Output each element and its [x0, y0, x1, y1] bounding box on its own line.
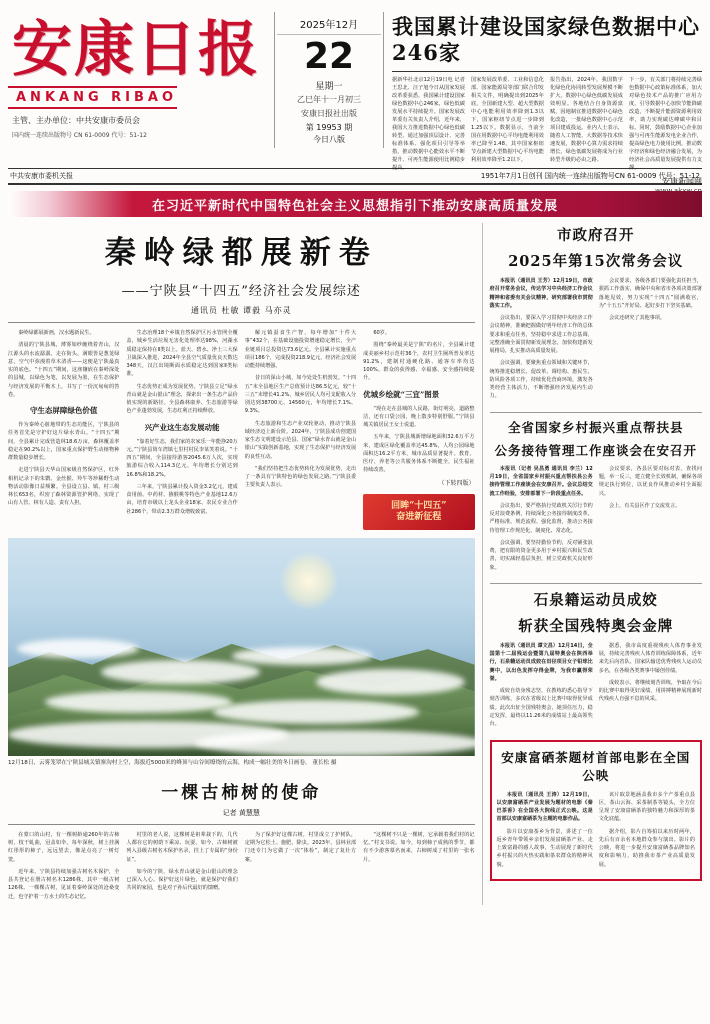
paragraph: 60岁。: [373, 330, 390, 336]
date-ymd: 2025年12月: [277, 16, 381, 35]
right-article4-box: [490, 740, 703, 881]
article-column: [599, 465, 702, 576]
right-article3-title-line2: 斩获全国残特奥会金牌: [518, 617, 674, 635]
org-meta: 1951年7月1日创刊 国内统一连续出版物号CN 61-0009 代号：51-12: [480, 172, 700, 180]
paragraph: 清晨的宁陕县城，薄雾如纱缠绕着青山，汉江源头的水流潺潺。走在街头，满眼皆是葱茏绿意，空气中弥漫着草木清香——这便是宁陕最真实的底色。“十四五”期间，这座镶嵌在秦岭深处的县城，以绿色为笔，以发展为墨，在生态保护与经济发展的平衡木上，书写了一份沉甸甸的答卷。: [8, 342, 120, 398]
campaign-stamp-line2: 奋进新征程: [396, 512, 442, 523]
divider: [8, 824, 475, 825]
cloud: [17, 639, 138, 659]
article-column: [363, 329, 474, 530]
date-weekday: 星期一: [315, 81, 343, 92]
mountain-cloudscape-photo: [8, 538, 475, 756]
sun-glow: [279, 551, 339, 611]
paragraph: 五年来，宁陕县城新增绿地面积32.6万平方米，建成区绿化覆盖率达45.8%，人均公园绿地面积达16.2平方米，城市品质显著提升。教育、医疗、养老等公共服务体系不断健全，民生福祉持续改善。: [363, 434, 475, 474]
right-article3-columns: [490, 642, 703, 733]
right-article4-title: 安康富硒茶题材首部电影在全国公映: [501, 750, 691, 784]
photo-block: [8, 538, 475, 767]
lead-headline: 我国累计建设国家绿色数据中心246家: [392, 14, 700, 66]
license-line: 国内统一连续出版物号 CN 61-0009 代号：51-12: [12, 132, 147, 139]
divider: [8, 322, 475, 323]
paragraph: 会议指出，要深入学习贯彻中央经济工作会议精神，准确把握做好明年经济工作的总体要求和重点任务，坚持稳中求进工作总基调，完整准确全面贯彻新发展理念，加快构建新发展格局，扎实推动高质量发展。: [489, 315, 593, 355]
paragraph: 据悉，我市高度重视残疾人体育事业发展，持续完善残疾人体育训练保障体系，近年来先后向省队、国家队输送优秀残疾人运动员多名，在各级各类赛事中屡创佳绩。: [598, 642, 702, 674]
paragraph: 会议强调，要聚焦重点领域和关键环节，统筹推进稳增长、促改革、调结构、惠民生、防风险各项工作，持续优化营商环境，激发各类经营主体活力，不断增强经济发展内生动力。: [489, 360, 593, 400]
left-zone: [8, 223, 475, 905]
newspaper-logo: 安康日报: [12, 15, 260, 85]
date-lunar: 乙巳年十一月初三: [297, 94, 361, 104]
right-article1-title-line1: 市政府召开: [557, 227, 635, 244]
lead-story-column: 报告指出，2024年，我国数字化绿色化协同转型发展规模不断扩大，数据中心绿色低碳发展成效明显。各地结合自身资源禀赋，因地制宜推进数据中心绿色化改造，一批绿色数据中心示范项目建成投运。业内人士表示，随着人工智能、大数据等技术快速发展，数据中心算力需求持续增长，绿色低碳发展将成为行业转型升级的必由之路。: [550, 76, 623, 164]
article-column: [363, 831, 474, 905]
cloud: [45, 691, 232, 713]
paragraph: “靠着好生态，我们家的农家乐一年能挣20万元。”宁陕县筒车湾镇七里村村民李某笑着说。“十四五”期间，全县接待游客2045.6万人次，实现旅游综合收入114.3亿元，年均增长分别达到16.8%和18.2%。: [126, 438, 238, 478]
sponsor-line: 主管、主办单位：中共安康市委员会: [12, 116, 140, 125]
main-article-title: 秦岭绿都展新卷: [104, 235, 378, 271]
paragraph: 成姣表示，将继续刻苦训练，争取在今后的比赛中取得更好成绩，用拼搏精神展现新时代残疾人自强不息的风采。: [598, 679, 702, 703]
paragraph-lead: 本报讯（通讯员 王芳）12月19日，市政府召开常务会议，传达学习中央经济工作会议精神和省委有关会议精神，研究部署我市贯彻落实工作。: [489, 278, 593, 309]
date-day: 22: [303, 36, 355, 77]
paragraph: 走进宁陕县天华山国家级自然保护区，红外相机记录下的朱鹮、金丝猴、羚牛等珍稀野生动物活动影像日益频繁。全县设立县、镇、村三级林长653名，织密了森林资源管护网络，实现了山有人管、林有人造、责有人担。: [8, 467, 120, 507]
right-zone: [490, 223, 703, 905]
paragraph: 会议要求，各县区要对标对表，查找问题，举一反三，建立健全长效机制，确保各项规定执行到位，以优良作风推动乡村全面振兴。: [598, 465, 702, 497]
paragraph: 生态治理18个乡镇自然保护区污水管网全覆盖，城乡生活垃圾无害化处理率达98%，河湖水质稳定保持在Ⅱ类以上。蓝天、碧水、净土三大保卫战深入推进，2024年全县空气质量优良天数达348天，汉江出境断面水质稳定达到国家Ⅱ类标准。: [126, 330, 238, 378]
right-article2-columns: [490, 465, 703, 576]
paragraph: 会上，有关县区作了交流发言。: [608, 502, 681, 509]
article-column: [8, 329, 119, 530]
paragraph: 会议还研究了其他事项。: [608, 315, 665, 322]
paragraph-lead: 本报讯（通讯员 谭文昌）12月14日，全国第十二届残运会暨第九届特奥会在陕西举行，石泉籍运动员成姣在田径项目女子铅球比赛中，以出色发挥夺得金牌，为我市赢得荣誉。: [489, 642, 593, 682]
right-article1-title-line2: 2025年第15次常务会议: [508, 253, 684, 271]
page-count: 今日八版: [313, 134, 345, 144]
newspaper-logo-pinyin: ANKANG RIBAO: [8, 86, 177, 109]
org-label: 中共安康市委机关报: [10, 172, 73, 180]
right-article1-columns: [490, 277, 703, 405]
article-column: [490, 642, 593, 733]
paragraph: 为了保护好这棵古树，村里成立了护树队，定期为它松土、施肥、除虫。2023年，县林业部门还专门为它做了一次“体检”，制定了复壮方案。: [244, 831, 357, 863]
article2-columns: [8, 831, 475, 905]
photo-credit: 董长松 摄: [312, 760, 337, 767]
section-heading: 守生态屏障绿色价值: [29, 406, 98, 415]
article-column: [497, 791, 593, 873]
main-article-byline: 通讯员 杜敏 谭毅 马亦灵: [190, 306, 292, 315]
right-article2-title-line1: 全省国家乡村振兴重点帮扶县: [507, 419, 684, 435]
paragraph: 影片以安康茶乡为背景，讲述了一位返乡青年带领乡亲们发展富硒茶产业、走上致富路的感人故事，生动展现了新时代乡村振兴的火热实践和茶农群众的精神风貌。: [496, 828, 593, 868]
paragraph: 村里的老人说，这棵树是祖辈栽下的，几代人都在它的树荫下乘凉、玩耍。如今，古柿树被列入县级古树名木保护名录，挂上了专属的“身份证”。: [126, 831, 238, 863]
photo-caption: [8, 759, 475, 767]
article-column: [490, 277, 593, 405]
paragraph: 会议要求，各级各部门要强化责任担当，狠抓工作落实，确保中央和省市各项决策部署落地见效，努力实现“十四五”圆满收官，为“十五五”开好局、起好步打下坚实基础。: [598, 278, 702, 309]
article-column: [599, 642, 702, 733]
article2-title: 一棵古柿树的使命: [161, 782, 322, 803]
paragraph: “现在走在县城的人民路，街灯明亮，道路整洁，还有口袋公园，晚上散步特别舒服。”宁陕县城关镇居民王女士说道。: [363, 405, 475, 429]
campaign-stamp: [363, 494, 474, 530]
article-column: [490, 465, 593, 576]
paragraph: 围绕“秦岭最美是宁陕”的名片，全县累计建成美丽乡村示范村36个，农村卫生厕所普及率达91.2%，建制村通硬化路、通客车率均达100%。群众的获得感、幸福感、安全感持续提升。: [363, 342, 475, 382]
issue-number: 第 19953 期: [305, 122, 353, 132]
paragraph: 据介绍，影片自筹拍以来历时两年，先后有百余名本地群众参与演出。影片的公映，将进一步提升安康富硒茶品牌知名度和影响力，助推我市茶产业高质量发展。: [598, 828, 695, 868]
photo-caption-text: 12月18日，云雾笼罩在宁陕县城关镇寨沟村上空，海拔近5000米的峰顶与山谷间缭绕的云海，构成一幅壮美的冬日画卷。: [8, 760, 311, 767]
continuation-note: （下转四版）: [438, 479, 475, 487]
paragraph: 成姣自幼身残志坚，在教练的悉心指导下刻苦训练，多次在省级以上比赛中取得优异成绩。此次出征全国残特奥会，她顶住压力，稳定发挥，最终以11.26米的成绩站上最高领奖台。: [489, 688, 593, 728]
divider: [490, 583, 703, 584]
article2-byline: 记者 黄慧慧: [222, 808, 260, 817]
article-column: [245, 329, 356, 530]
paragraph: 会议指出，要严格执行党政机关厉行节约反对浪费条例，持续深化公务接待制度改革，严格标准、规范流程、强化监督，推动公务接待管理工作规范化、制度化、常态化。: [489, 502, 593, 534]
article-column: [8, 831, 119, 905]
column-divider: [482, 223, 483, 905]
theme-banner: [8, 191, 702, 217]
right-article3-title-line1: 石泉籍运动员成姣: [533, 591, 658, 609]
section-heading: 优城乡绘就“三宜”图景: [363, 389, 440, 399]
paragraph: 在蒙口的山村，有一棵树龄逾260年的古柿树，枝干虬曲，冠盖如伞。每年深秋，树上挂满红彤彤的柿子，远远望去，像是点亮了一树灯笼。: [8, 831, 120, 863]
article-column: [599, 791, 695, 873]
paragraph-lead: 本报讯（通讯员 王涛）12月19日，以安康富硒茶产业发展为题材的电影《秦巴茶香》在全国各大院线正式公映。这是首部以安康富硒茶为主题的电影作品。: [496, 791, 593, 823]
divider: [392, 71, 702, 72]
paragraph: 作为秦岭心脏地带的生态功能区，宁陕县的任务首先是守护好这片绿水青山。“十四五”期间，全县累计完成营造林18.6万亩，森林覆盖率稳定在90.2%以上，国家重点保护野生动植物种群数量稳步增长。: [8, 422, 120, 462]
theme-banner-text: 在习近平新时代中国特色社会主义思想指引下推动安康高质量发展: [151, 198, 558, 214]
paragraph: 昔日的深山小城，如今处处生机勃发。“十四五”末全县地区生产总值预计达86.5亿元，较“十三五”末增长41.2%，城乡居民人均可支配收入分别达到38700元、14560元，年均增长7.1%、9.3%。: [244, 375, 357, 415]
paragraph: 近年来，宁陕县持续加强古树名木保护，全县共登记在册古树名木1286株，其中一级古树126株。一棵棵古树，见证着秦岭深处的沧桑变迁，也守护着一方水土的生态记忆。: [8, 868, 120, 900]
main-article-subtitle: ——宁陕县“十四五”经济社会发展综述: [121, 284, 361, 299]
paragraph: 秦岭绿都展新画，汉水题新民生。: [18, 330, 95, 336]
paragraph: 解元镇蚕食生产智，每年增加“十件大事”432个，在基础设施投资增速稳定增长，全产业链项目总投资达73.6亿元。全县累计实施重点项目186个，完成投资218.9亿元，经济社会发展动能持续增强。: [244, 330, 357, 369]
right-article4-columns: [497, 791, 696, 873]
publisher-line: 安康日报社出版: [301, 108, 357, 118]
masthead-logo-block: [8, 6, 274, 139]
article-column: [245, 831, 356, 905]
paragraph: “我们坚持把生态优势转化为发展优势，走出了一条具有宁陕特色的绿色发展之路。”宁陕县委主要负责人表示。: [244, 465, 357, 489]
paragraph: 生态旅游和生态产业双轮驱动，推动宁陕县域经济迈上新台阶。2024年，宁陕县成功创建国家生态文明建设示范县、国家“绿水青山就是金山银山”实践创新基地，实现了生态保护与经济发展的良性互动。: [244, 420, 357, 460]
article-column: [126, 329, 237, 530]
paragraph: 该片取景地涵盖我市多个产茶重点县区，茶山云海、采茶制茶等镜头，全方位呈现了安康富硒茶的独特魅力和深厚的茶文化底蕴。: [598, 791, 695, 823]
paragraph: 三年来，宁陕县累计投入资金3.2亿元，建成食用菌、中药材、猕猴桃等特色产业基地12.6万亩，培育市级以上龙头企业18家、农民专业合作社286个，带动2.3万群众增收致富。: [126, 483, 238, 515]
paragraph: 生态优势正成为发展优势。宁陕县立足“绿水青山就是金山银山”理念，探索出一条生态产品价值实现的新路径。全县森林康养、生态旅游等绿色产业蓬勃发展，生态红利正持续释放。: [126, 383, 238, 415]
section-heading: 兴产业这生态发展动能: [144, 422, 220, 432]
paragraph-lead: 本报讯（记者 吴昌勇 通讯员 李兰）12月19日，全省国家乡村振兴重点帮扶县公务接待管理工作座谈会在安康召开。会议总结交流工作经验，安排部署下一阶段重点任务。: [489, 465, 593, 497]
divider: [490, 412, 703, 413]
article-column: [599, 277, 702, 405]
news-agency: 安康新闻网: [662, 177, 702, 187]
cloud: [213, 700, 418, 724]
lead-story-column: 下一步，有关部门将持续完善绿色数据中心政策标准体系，加大对绿色技术产品的推广应用力度，引导数据中心加快节能降碳改造，不断提升能源资源利用效率，助力实现碳达峰碳中和目标。同时，鼓励数据中心企业加强与可再生能源发电企业合作，提高绿色电力使用比例，推动数字经济和绿色经济融合发展，为经济社会高质量发展提供有力支撑。: [629, 76, 702, 172]
main-article-columns: [8, 329, 475, 530]
campaign-stamp-line1: 回眸“十四五”: [391, 500, 447, 511]
cloud: [232, 647, 372, 664]
paragraph: 会议强调，要坚持勤俭节约，反对铺张浪费，把有限的资金更多用于乡村振兴和民生改善，切实减轻基层负担，树立党政机关良好形象。: [489, 539, 593, 571]
lead-story-column: 据新华社北京12月19日电 记者王思北、汪子旭今日从国家发展改革委获悉，我国累计建设国家绿色数据中心246家，绿色低碳发展水平持续提升。国家发展改革委有关负责人介绍，近年来，我国大力推进数据中心绿色低碳转型，通过加强顶层设计、完善标准体系、强化项目引导等举措，推动数据中心能效水平不断提升、可再生能源使用比例稳步提高。: [392, 76, 465, 172]
paragraph: “这棵树不只是一棵树，它承载着我们村的记忆。”村支书说。如今，每到柿子成熟的季节，都有不少游客慕名而来，古柿树成了村里的一张名片。: [363, 831, 475, 863]
date-block: [274, 12, 384, 148]
article-column: [126, 831, 237, 905]
paragraph: 如今的宁陕，绿水青山就是金山银山的理念已深入人心。保护好这片绿色，就是保护好我们共同的家园，也是对子孙后代最好的馈赠。: [126, 868, 238, 892]
lead-story-column: 国家发展改革委、工业和信息化部、国家能源局等部门联合印发相关文件，明确提出到2025年底，全国新建大型、超大型数据中心电能利用效率降到1.3以下，国家枢纽节点进一步降到1.25以下。数据显示，当前全国在用数据中心平均电能利用效率已降至1.48，其中国家枢纽节点新建大型数据中心平均电能利用效率降至1.2以下。: [471, 76, 544, 164]
masthead-lead-story: [384, 6, 702, 195]
right-article2-title-line2: 公务接待管理工作座谈会在安召开: [494, 442, 697, 458]
page-body: [8, 223, 702, 905]
